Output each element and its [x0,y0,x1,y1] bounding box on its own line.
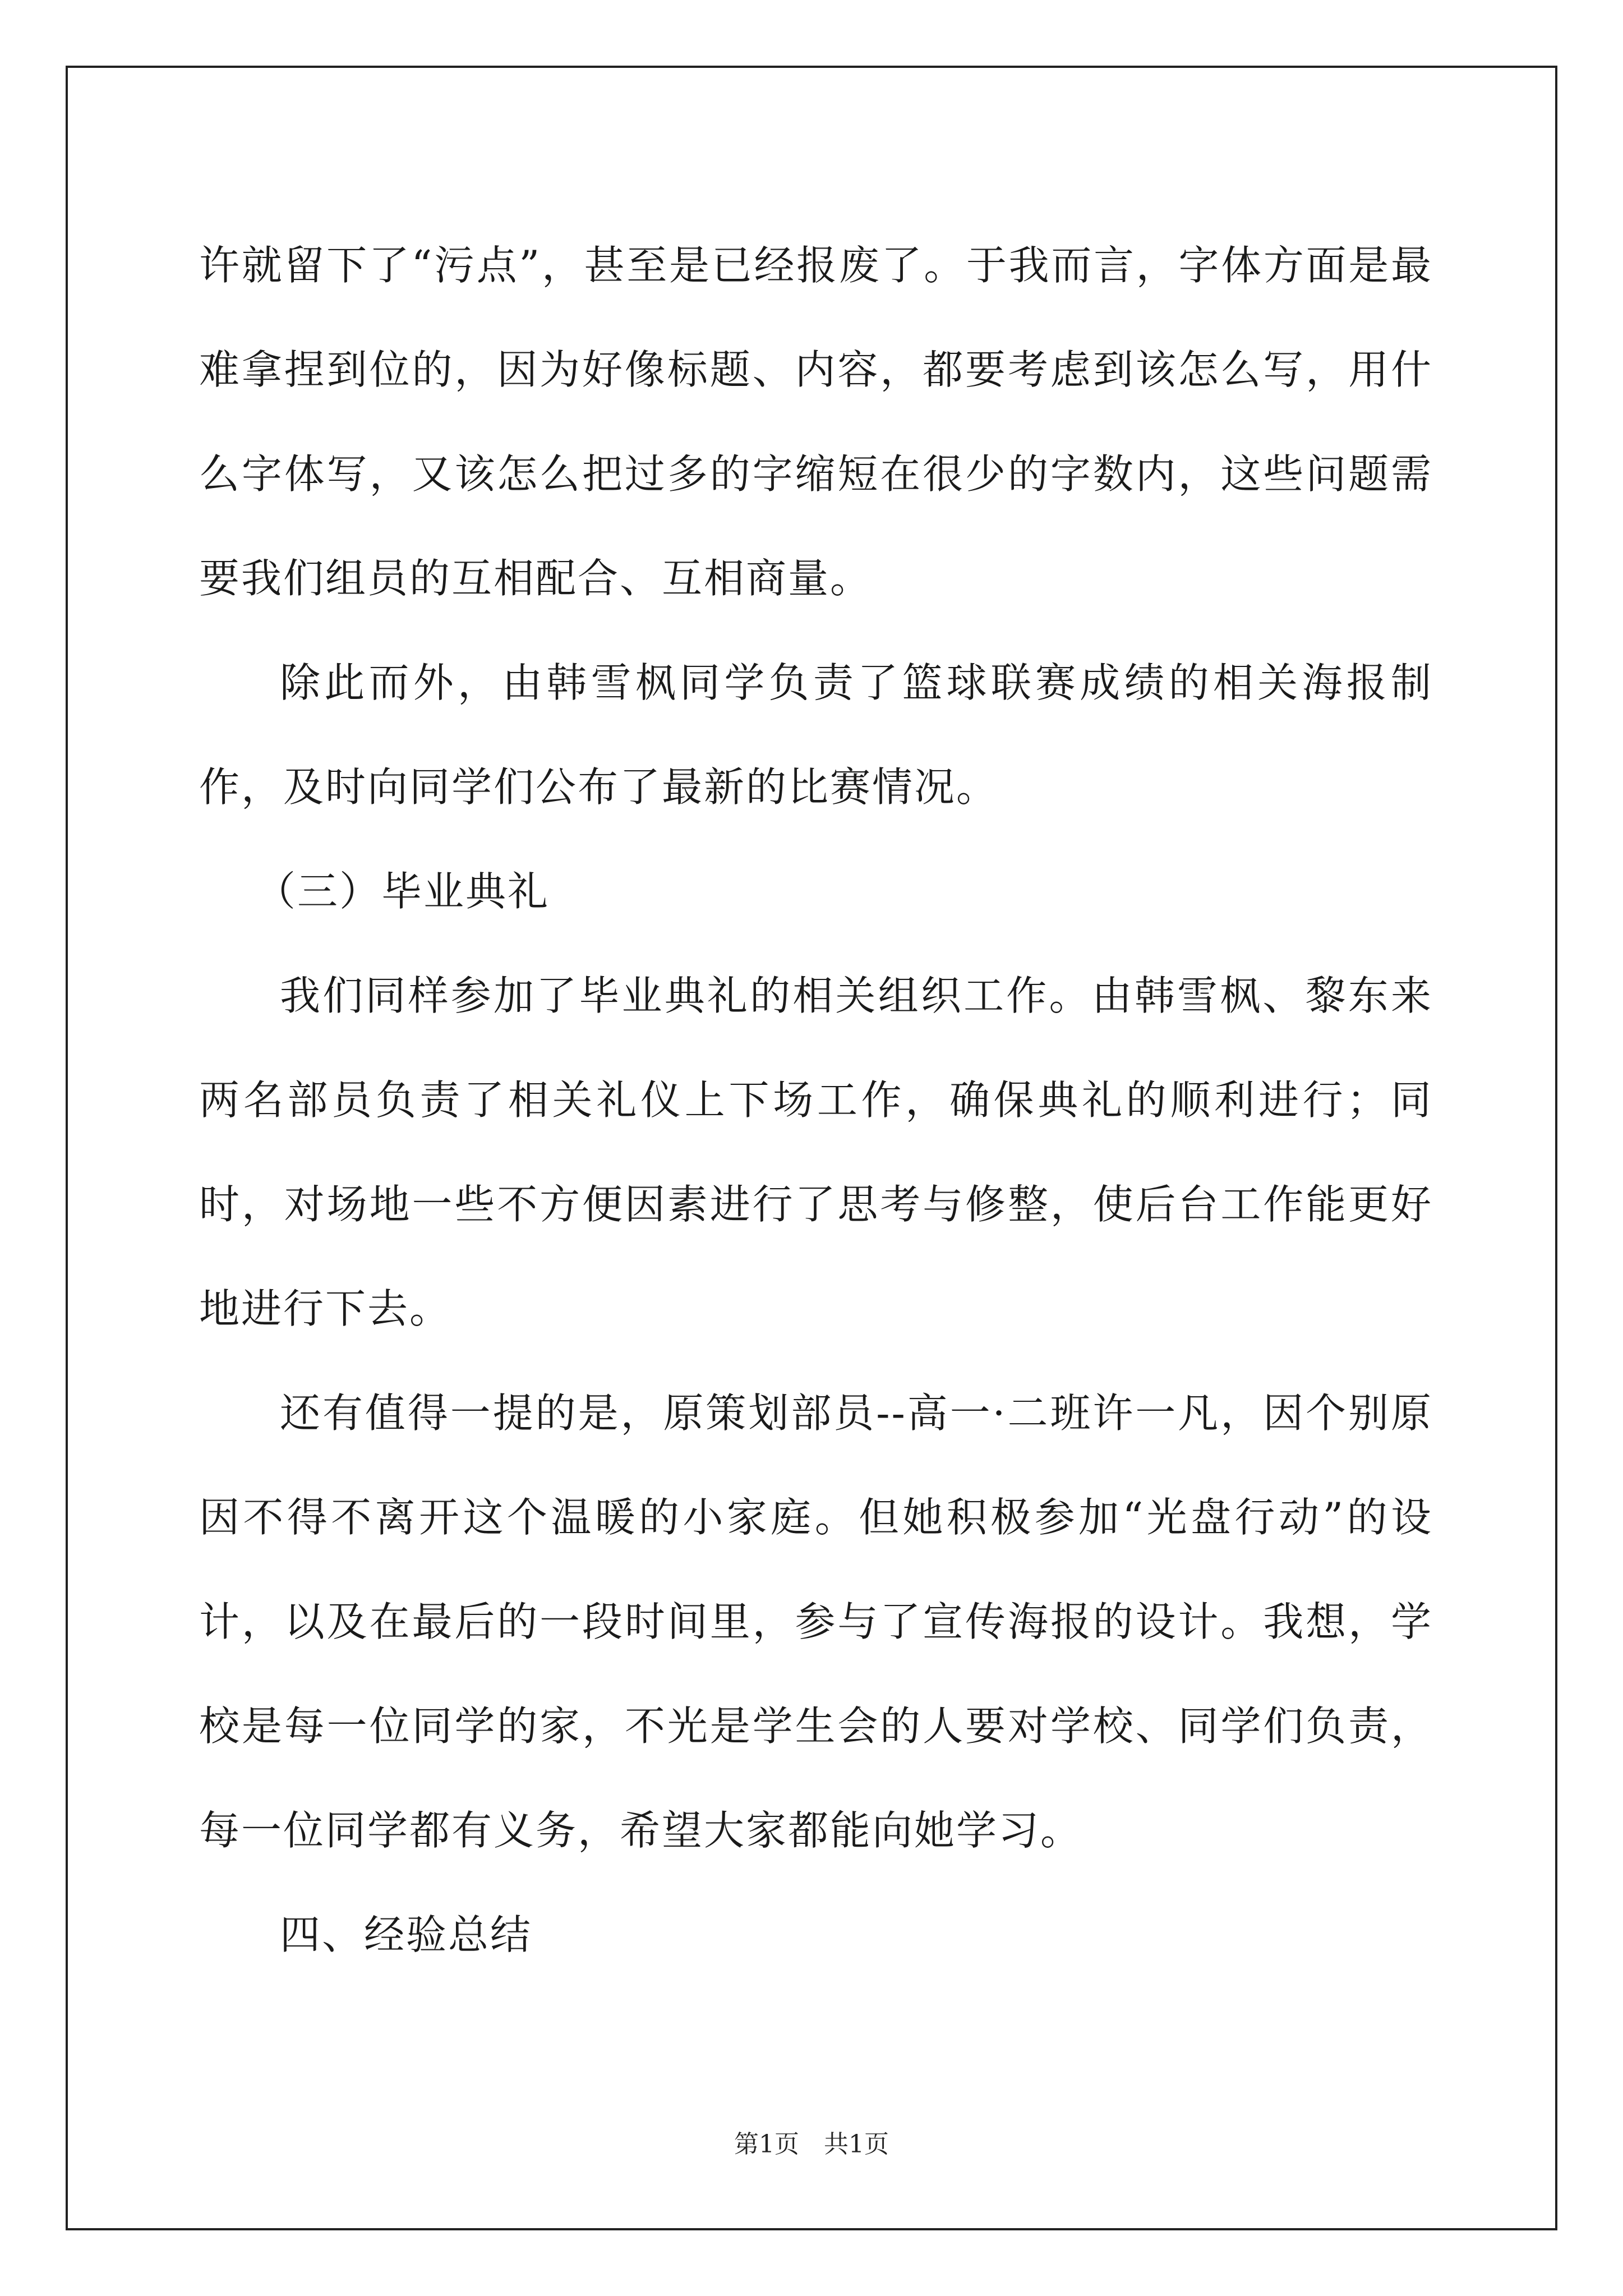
document-body [199,213,1433,1987]
paragraph-graduation-ceremony: 我们同样参加了毕业典礼的相关组织工作。由韩雪枫、黎东来两名部员负责了相关礼仪上下场工作，确保典礼的顺利进行；同时，对场地一些不方便因素进行了思考与修整，使后台工作能更好地进行下去。 [199,972,1433,1332]
paragraph-continuation: 许就留下了“污点”，甚至是已经报废了。于我而言，字体方面是最难拿捏到位的，因为好像标题、内容，都要考虑到该怎么写，用什么字体写，又该怎么把过多的字缩短在很少的字数内，这些问题需要我们组员的互相配合、互相商量。 [199,242,1433,602]
paragraph-basketball-poster: 除此而外，由韩雪枫同学负责了篮球联赛成绩的相关海报制作，及时向同学们公布了最新的比赛情况。 [199,659,1433,811]
section-heading-graduation: （三）毕业典礼 [255,868,550,915]
page-number-footer: 第1页 共1页 [734,2130,889,2159]
paragraph-member-departure: 还有值得一提的是，原策划部员--高一·二班许一凡，因个别原因不得不离开这个温暖的小家庭。但她积极参加“光盘行动”的设计，以及在最后的一段时间里，参与了宣传海报的设计。我想，学校是每一位同学的家，不光是学生会的人要对学校、同学们负责，每一位同学都有义务，希望大家都能向她学习。 [199,1389,1433,1854]
section-heading-experience-summary: 四、经验总结 [280,1911,533,1958]
